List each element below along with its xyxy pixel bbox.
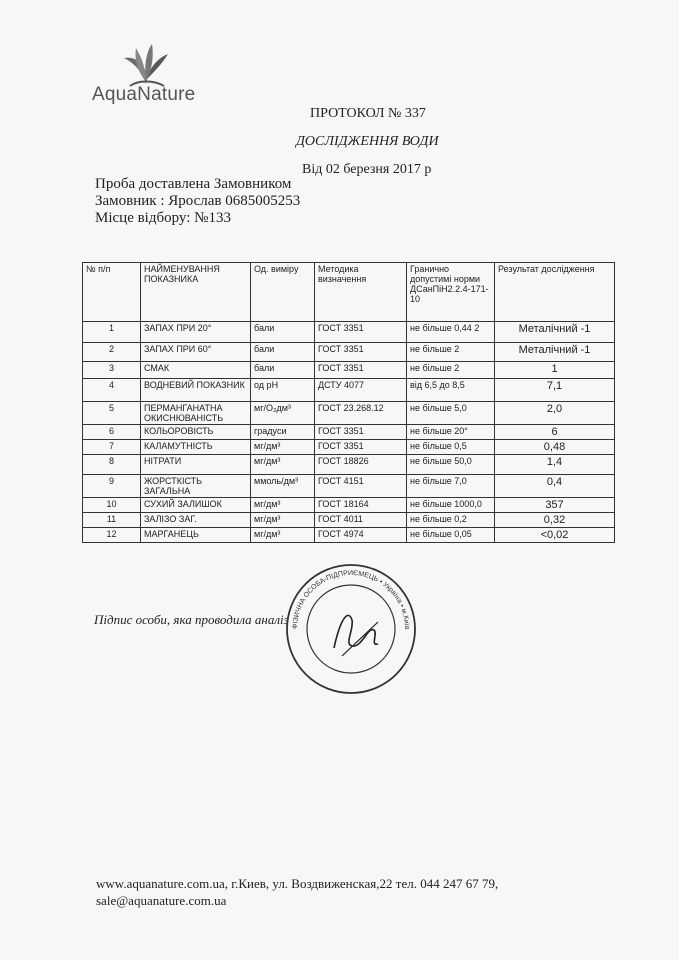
delivery-note: Проба доставлена Замовником — [95, 176, 292, 192]
row-unit: од pH — [251, 379, 315, 402]
row-norm: не більше 0,5 — [407, 440, 495, 455]
results-table — [82, 262, 615, 543]
row-result: 6 — [495, 425, 615, 440]
row-number: 12 — [83, 528, 141, 543]
row-result: 2,0 — [495, 402, 615, 425]
row-unit: мг/О₂дм³ — [251, 402, 315, 425]
svg-text:ФІЗИЧНА ОСОБА-ПІДПРИЄМЕЦЬ • Ук: ФІЗИЧНА ОСОБА-ПІДПРИЄМЕЦЬ • Україна • м.Київ — [291, 569, 411, 630]
row-method: ГОСТ 3351 — [315, 322, 407, 343]
row-unit: градуси — [251, 425, 315, 440]
row-norm: не більше 20° — [407, 425, 495, 440]
protocol-title: ПРОТОКОЛ № 337 — [310, 106, 426, 121]
row-number: 8 — [83, 455, 141, 475]
row-number: 9 — [83, 475, 141, 498]
row-method: ГОСТ 4151 — [315, 475, 407, 498]
row-name: ПЕРМАНГАНАТНА ОКИСНЮВАНІСТЬ — [141, 402, 251, 425]
row-name: СМАК — [141, 362, 251, 379]
col-header-name: НАЙМЕНУВАННЯ ПОКАЗНИКА — [141, 263, 251, 322]
row-name: ЖОРСТКІСТЬ ЗАГАЛЬНА — [141, 475, 251, 498]
row-method: ГОСТ 3351 — [315, 343, 407, 362]
row-name: ЗАПАХ ПРИ 20° — [141, 322, 251, 343]
row-unit: мг/дм³ — [251, 513, 315, 528]
row-method: ГОСТ 23.268.12 — [315, 402, 407, 425]
protocol-date: Від 02 березня 2017 р — [302, 162, 432, 177]
table-row — [83, 343, 615, 362]
row-name: МАРГАНЕЦЬ — [141, 528, 251, 543]
table-row — [83, 440, 615, 455]
row-method: ГОСТ 3351 — [315, 425, 407, 440]
row-result: <0,02 — [495, 528, 615, 543]
table-row — [83, 322, 615, 343]
row-result: 357 — [495, 498, 615, 513]
col-header-result: Результат дослідження — [495, 263, 615, 322]
row-method: ГОСТ 4011 — [315, 513, 407, 528]
col-header-unit: Од. виміру — [251, 263, 315, 322]
signature-label: Підпис особи, яка проводила аналіз — [94, 612, 289, 627]
row-unit: мг/дм³ — [251, 440, 315, 455]
row-name: СУХИЙ ЗАЛИШОК — [141, 498, 251, 513]
col-header-norm: Гранично допустимі норми ДСанПіН2.2.4-171-10 — [407, 263, 495, 322]
row-unit: мг/дм³ — [251, 498, 315, 513]
row-result: 7,1 — [495, 379, 615, 402]
sampling-place: Місце відбору: №133 — [95, 210, 231, 226]
row-method: ГОСТ 3351 — [315, 440, 407, 455]
row-norm: не більше 50,0 — [407, 455, 495, 475]
row-name: КОЛЬОРОВІСТЬ — [141, 425, 251, 440]
row-name: ЗАЛІЗО ЗАГ. — [141, 513, 251, 528]
row-name: ВОДНЕВИЙ ПОКАЗНИК — [141, 379, 251, 402]
row-number: 4 — [83, 379, 141, 402]
row-number: 1 — [83, 322, 141, 343]
row-unit: ммоль/дм³ — [251, 475, 315, 498]
row-name: КАЛАМУТНІСТЬ — [141, 440, 251, 455]
logo-text: AquaNature — [92, 84, 196, 105]
row-number: 3 — [83, 362, 141, 379]
row-number: 5 — [83, 402, 141, 425]
table-row — [83, 362, 615, 379]
table-row — [83, 498, 615, 513]
row-result: 1 — [495, 362, 615, 379]
table-row — [83, 379, 615, 402]
table-row — [83, 528, 615, 543]
customer-info: Замовник : Ярослав 0685005253 — [95, 193, 301, 209]
row-unit: мг/дм³ — [251, 528, 315, 543]
row-method: ГОСТ 3351 — [315, 362, 407, 379]
row-norm: не більше 1000,0 — [407, 498, 495, 513]
row-number: 7 — [83, 440, 141, 455]
row-number: 10 — [83, 498, 141, 513]
table-row — [83, 455, 615, 475]
row-number: 2 — [83, 343, 141, 362]
row-unit: бали — [251, 362, 315, 379]
row-method: ДСТУ 4077 — [315, 379, 407, 402]
row-norm: не більше 0,44 2 — [407, 322, 495, 343]
row-method: ГОСТ 18826 — [315, 455, 407, 475]
row-norm: не більше 2 — [407, 362, 495, 379]
table-row — [83, 425, 615, 440]
table-header-row — [83, 263, 615, 322]
row-result: Металічний -1 — [495, 343, 615, 362]
table-row — [83, 513, 615, 528]
col-header-no: № п/п — [83, 263, 141, 322]
row-result: 0,48 — [495, 440, 615, 455]
row-unit: бали — [251, 343, 315, 362]
row-name: ЗАПАХ ПРИ 60° — [141, 343, 251, 362]
row-number: 6 — [83, 425, 141, 440]
row-norm: не більше 2 — [407, 343, 495, 362]
row-result: Металічний -1 — [495, 322, 615, 343]
footer-address: www.aquanature.com.ua, г.Киев, ул. Воздвиженская,22 тел. 044 247 67 79, — [96, 876, 499, 891]
protocol-subtitle: ДОСЛІДЖЕННЯ ВОДИ — [296, 134, 439, 149]
row-unit: бали — [251, 322, 315, 343]
table-row — [83, 402, 615, 425]
row-method: ГОСТ 4974 — [315, 528, 407, 543]
row-result: 0,32 — [495, 513, 615, 528]
row-norm: не більше 7,0 — [407, 475, 495, 498]
col-header-method: Методика визначення — [315, 263, 407, 322]
row-norm: не більше 0,05 — [407, 528, 495, 543]
round-stamp-icon — [282, 560, 420, 698]
row-norm: не більше 5,0 — [407, 402, 495, 425]
row-norm: не більше 0,2 — [407, 513, 495, 528]
footer-email: sale@aquanature.com.ua — [96, 893, 227, 908]
row-unit: мг/дм³ — [251, 455, 315, 475]
row-result: 1,4 — [495, 455, 615, 475]
leaf-cluster-logo-icon — [118, 40, 174, 88]
table-row — [83, 475, 615, 498]
row-number: 11 — [83, 513, 141, 528]
row-result: 0,4 — [495, 475, 615, 498]
row-name: НІТРАТИ — [141, 455, 251, 475]
row-norm: від 6,5 до 8,5 — [407, 379, 495, 402]
row-method: ГОСТ 18164 — [315, 498, 407, 513]
